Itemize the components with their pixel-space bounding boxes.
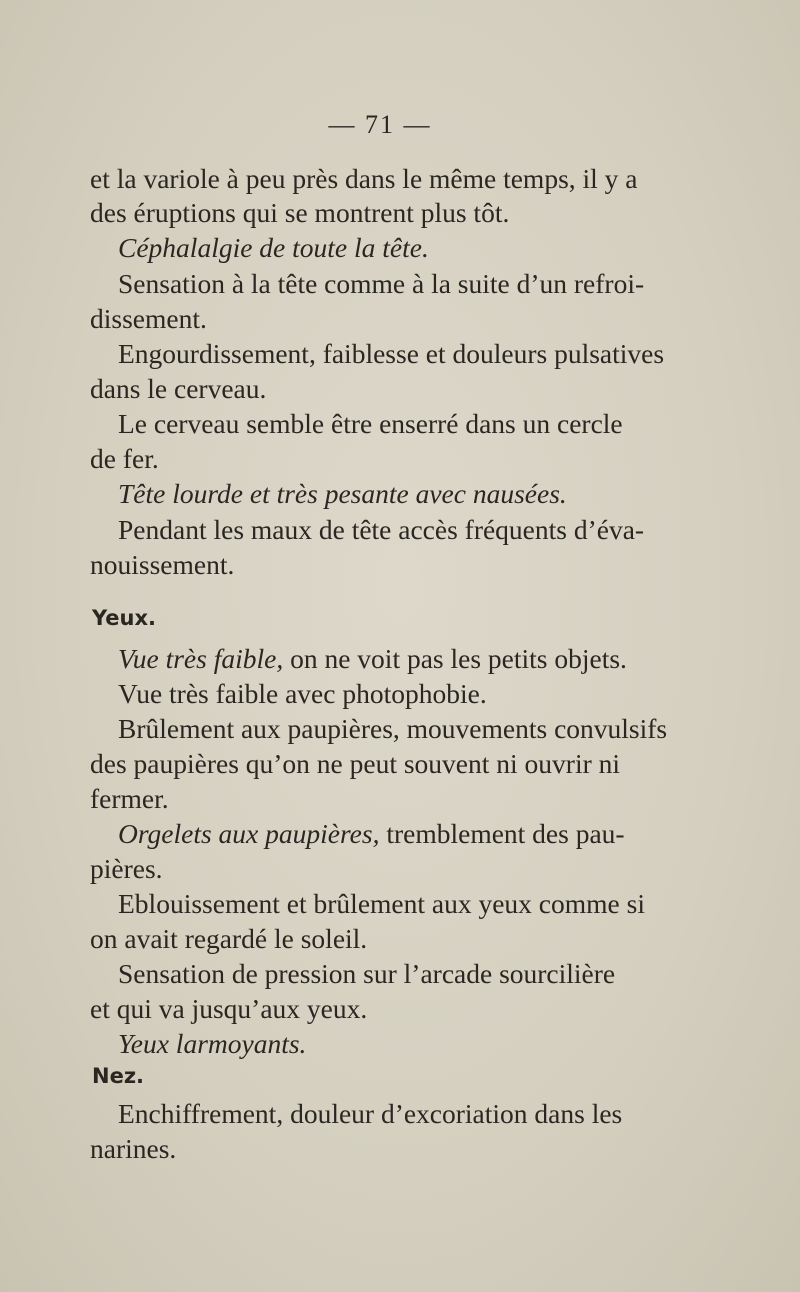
text-line: Engourdissement, faiblesse et douleurs pulsatives: [118, 338, 665, 369]
text-line: [118, 643, 627, 675]
text-line: [118, 818, 625, 850]
section-heading-nez: Nez.: [92, 1064, 145, 1088]
text-line: Le cerveau semble être enserré dans un cercle: [118, 408, 623, 439]
text-line: dans le cerveau.: [90, 373, 267, 404]
text-line: pières.: [90, 853, 163, 884]
text-line: Pendant les maux de tête accès fréquents d’éva-: [118, 514, 645, 545]
text-line: Sensation à la tête comme à la suite d’un refroi-: [118, 268, 645, 299]
text-line: des éruptions qui se montrent plus tôt.: [90, 197, 510, 228]
text-line: Enchiffrement, douleur d’excoriation dans les: [118, 1098, 623, 1129]
text-line: fermer.: [90, 783, 169, 814]
italic-phrase: Orgelets aux paupières,: [118, 818, 380, 849]
text-line-italic: Céphalalgie de toute la tête.: [118, 232, 429, 263]
text-line: narines.: [90, 1133, 177, 1164]
text-line: Sensation de pression sur l’arcade sourcilière: [118, 958, 616, 989]
text-span: tremblement des pau-: [379, 818, 625, 849]
text-line: on avait regardé le soleil.: [90, 923, 368, 954]
page-number: — 71 —: [328, 110, 432, 139]
text-line: et la variole à peu près dans le même temps, il y a: [90, 163, 638, 194]
text-line: dissement.: [90, 303, 207, 334]
text-line: des paupières qu’on ne peut souvent ni ouvrir ni: [90, 748, 621, 779]
text-line: Vue très faible avec photophobie.: [118, 678, 487, 709]
text-line: nouissement.: [90, 549, 235, 580]
text-line: Brûlement aux paupières, mouvements convulsifs: [118, 713, 668, 744]
text-line-italic: Yeux larmoyants.: [118, 1028, 307, 1059]
text-line-italic: Tête lourde et très pesante avec nausées.: [118, 478, 567, 509]
text-span: on ne voit pas les petits objets.: [283, 643, 627, 674]
text-line: Eblouissement et brûlement aux yeux comme si: [118, 888, 645, 919]
text-line: de fer.: [90, 443, 159, 474]
italic-phrase: Vue très faible,: [118, 643, 284, 674]
section-heading-yeux: Yeux.: [92, 606, 156, 630]
text-line: et qui va jusqu’aux yeux.: [90, 993, 368, 1024]
